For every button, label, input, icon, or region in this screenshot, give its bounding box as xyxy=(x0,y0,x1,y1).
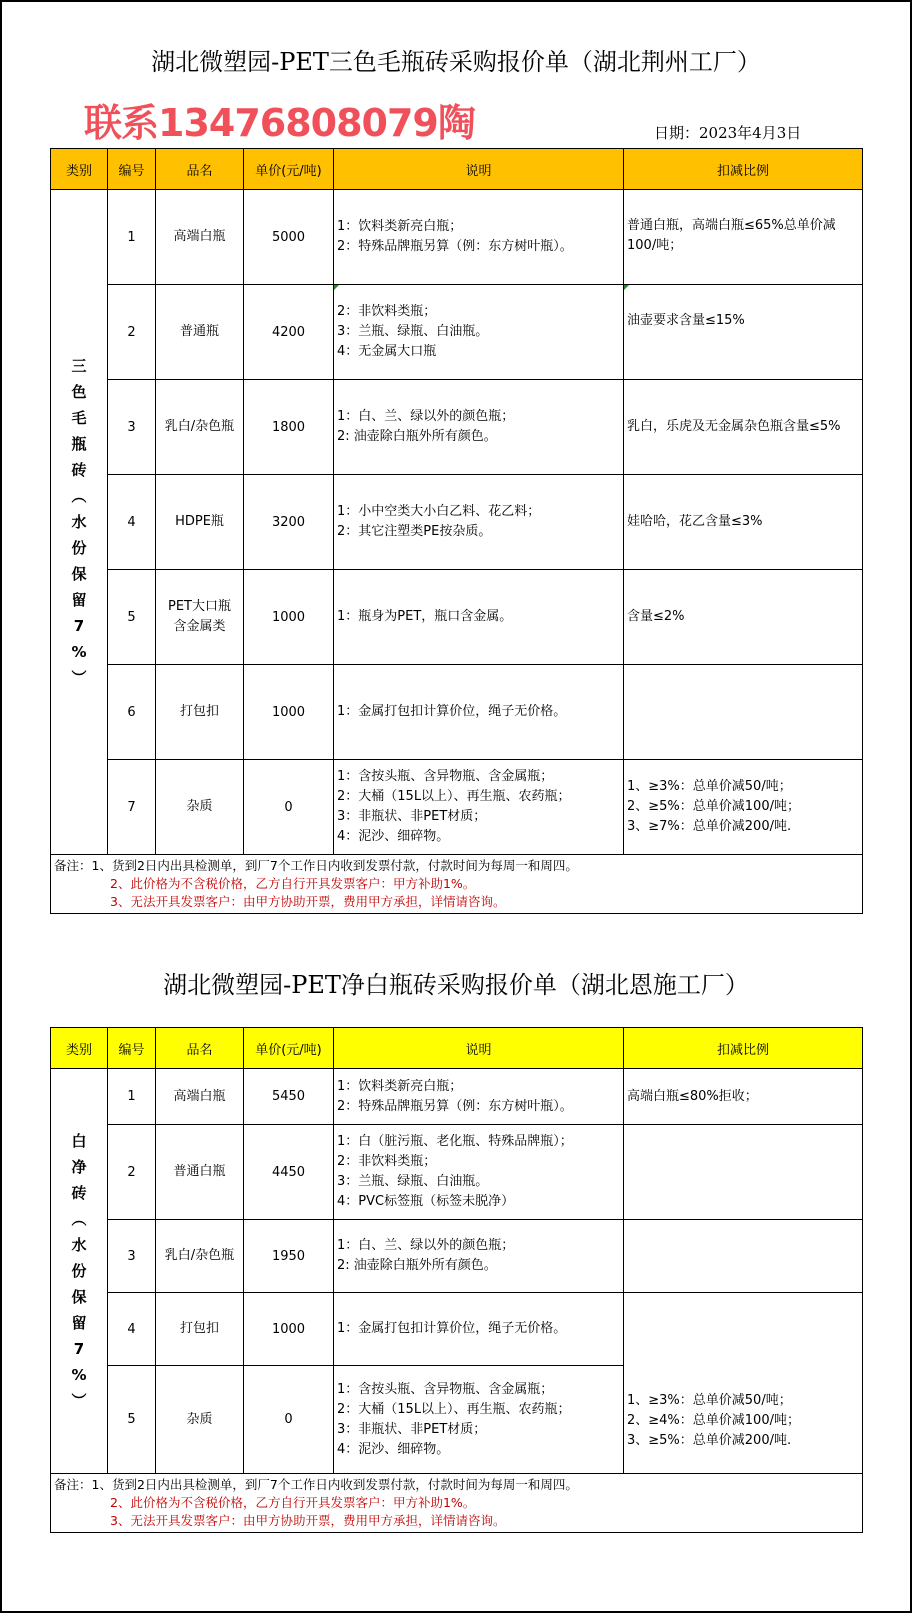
text-line: 2：特殊品牌瓶另算（例：东方树叶瓶）。 xyxy=(337,1098,573,1114)
note-3: 3、无法开具发票客户：由甲方协助开票，费用甲方承担，详情请咨询。 xyxy=(110,894,506,909)
item-price: 4450 xyxy=(244,1125,334,1220)
column-header: 类别 xyxy=(51,1028,108,1069)
category-char: % xyxy=(71,643,87,661)
text-line: 4：无金属大口瓶 xyxy=(337,344,437,359)
item-deduction xyxy=(624,1069,863,1125)
item-price: 1800 xyxy=(244,380,334,475)
category-char: 份 xyxy=(71,539,87,557)
item-name xyxy=(156,190,244,285)
column-header: 单价(元/吨) xyxy=(244,149,334,190)
text-line: 打包扣 xyxy=(179,704,219,719)
column-header: 扣减比例 xyxy=(624,1028,863,1069)
item-number: 3 xyxy=(108,1220,156,1293)
item-deduction xyxy=(624,190,863,285)
table-row xyxy=(51,760,863,855)
notes-row xyxy=(51,1474,863,1533)
text-line: 2、≥5%：总单价减100/吨； xyxy=(627,799,800,814)
note-2: 2、此价格为不含税价格，乙方自行开具发票客户：甲方补助1%。 xyxy=(110,876,476,891)
text-line: 3、≥5%：总单价减200/吨. xyxy=(627,1433,792,1448)
text-line: 1：金属打包扣计算价位，绳子无价格。 xyxy=(337,704,567,719)
table-row xyxy=(51,380,863,475)
text-line: PET大口瓶 xyxy=(168,599,231,614)
text-line: 4：泥沙、细碎物。 xyxy=(337,829,450,844)
table-row xyxy=(51,1069,863,1125)
item-number: 1 xyxy=(108,190,156,285)
item-number: 2 xyxy=(108,1125,156,1220)
contact-info: 联系13476808079陶 xyxy=(84,101,475,145)
text-line: 1：小中空类大小白乙料、花乙料； xyxy=(337,504,541,519)
item-name xyxy=(156,1069,244,1125)
text-line: 1：白（脏污瓶、老化瓶、特殊品牌瓶）； xyxy=(337,1134,573,1149)
category-char: 份 xyxy=(71,1262,87,1280)
sheet1-table xyxy=(50,148,863,914)
item-name xyxy=(156,760,244,855)
note-line-1 xyxy=(54,857,859,875)
category-char: 毛 xyxy=(71,409,87,427)
category-char: 白 xyxy=(71,1132,87,1150)
item-description xyxy=(334,760,624,855)
table-row xyxy=(51,285,863,380)
column-header: 单价(元/吨) xyxy=(244,1028,334,1069)
item-name xyxy=(156,1125,244,1220)
item-number: 2 xyxy=(108,285,156,380)
column-header: 编号 xyxy=(108,149,156,190)
table-row xyxy=(51,1293,863,1366)
text-line: 打包扣 xyxy=(179,1321,219,1336)
text-line: 3：兰瓶、绿瓶、白油瓶。 xyxy=(337,1174,489,1189)
text-line: 乳白/杂色瓶 xyxy=(164,419,235,434)
item-price: 5450 xyxy=(244,1069,334,1125)
note-line-1 xyxy=(54,1476,859,1494)
category-char: ︵ xyxy=(71,487,87,505)
item-name xyxy=(156,570,244,665)
text-line: 娃哈哈，花乙含量≤3% xyxy=(627,514,763,529)
item-price: 1000 xyxy=(244,570,334,665)
quote-date: 日期：2023年4月3日 xyxy=(654,124,802,142)
item-price: 4200 xyxy=(244,285,334,380)
item-description xyxy=(334,1366,624,1474)
item-description xyxy=(334,1293,624,1366)
item-description xyxy=(334,380,624,475)
notes-row xyxy=(51,855,863,914)
item-description xyxy=(334,1125,624,1220)
column-header: 说明 xyxy=(334,149,624,190)
item-description xyxy=(334,1220,624,1293)
item-number: 7 xyxy=(108,760,156,855)
text-line: 3、≥7%：总单价减200/吨. xyxy=(627,819,792,834)
text-line: 普通白瓶，高端白瓶≤65%总单价减100/吨； xyxy=(627,218,836,253)
item-name xyxy=(156,1366,244,1474)
sheet2-table xyxy=(50,1027,863,1533)
category-char: 色 xyxy=(71,383,87,401)
item-name xyxy=(156,380,244,475)
text-line: 高端白瓶 xyxy=(173,229,226,244)
notes-cell xyxy=(51,855,863,914)
item-name xyxy=(156,665,244,760)
text-line: 2：大桶（15L以上）、再生瓶、农药瓶； xyxy=(337,789,571,804)
note-1: 1、货到2日内出具检测单，到厂7个工作日内收到发票付款，付款时间为每周一和周四。 xyxy=(91,858,578,873)
text-line: 含金属类 xyxy=(173,619,226,634)
category-char: 砖 xyxy=(71,461,87,479)
text-line: 2：非饮料类瓶； xyxy=(337,1154,437,1169)
text-line: 杂质 xyxy=(186,1411,213,1427)
text-line: 3：非瓶状、非PET材质； xyxy=(337,809,487,824)
category-char: 水 xyxy=(71,513,87,531)
text-line: 2：其它注塑类PE按杂质。 xyxy=(337,524,492,539)
text-line: 1：瓶身为PET，瓶口含金属。 xyxy=(337,609,513,624)
category-char: 砖 xyxy=(71,1184,87,1202)
text-line: 普通瓶 xyxy=(179,324,219,339)
text-line: 1：白、兰、绿以外的颜色瓶； xyxy=(337,1238,515,1253)
table-row xyxy=(51,190,863,285)
item-deduction xyxy=(624,380,863,475)
text-line: 2：大桶（15L以上）、再生瓶、农药瓶； xyxy=(337,1401,571,1417)
item-deduction xyxy=(624,285,863,380)
text-line: 2: 油壶除白瓶外所有颜色。 xyxy=(337,1258,497,1273)
notes-label: 备注： xyxy=(54,1477,92,1492)
category-char: 留 xyxy=(71,591,87,609)
table-row xyxy=(51,475,863,570)
item-name xyxy=(156,1220,244,1293)
category-char: 7 xyxy=(73,1340,85,1358)
category-char: % xyxy=(71,1366,87,1384)
item-price: 0 xyxy=(244,1366,334,1474)
category-char: ︶ xyxy=(71,1392,87,1410)
note-2: 2、此价格为不含税价格，乙方自行开具发票客户：甲方补助1%。 xyxy=(110,1495,476,1510)
text-line: 1：白、兰、绿以外的颜色瓶； xyxy=(337,409,515,424)
text-line: 4：泥沙、细碎物。 xyxy=(337,1441,450,1457)
text-line: 1：饮料类新亮白瓶； xyxy=(337,1078,463,1094)
column-header: 品名 xyxy=(156,1028,244,1069)
category-char: ︵ xyxy=(71,1210,87,1228)
text-line: 1：含按头瓶、含异物瓶、含金属瓶； xyxy=(337,769,554,784)
category-char: 保 xyxy=(71,565,87,583)
text-line: HDPE瓶 xyxy=(175,514,224,529)
category-cell xyxy=(51,1069,108,1474)
item-name xyxy=(156,475,244,570)
item-name xyxy=(156,1293,244,1366)
category-char: ︶ xyxy=(71,669,87,687)
item-price: 1000 xyxy=(244,1293,334,1366)
category-char: 留 xyxy=(71,1314,87,1332)
category-cell xyxy=(51,190,108,855)
note-3: 3、无法开具发票客户：由甲方协助开票，费用甲方承担，详情请咨询。 xyxy=(110,1513,506,1528)
text-line: 普通白瓶 xyxy=(173,1164,226,1179)
item-deduction xyxy=(624,475,863,570)
item-price: 5000 xyxy=(244,190,334,285)
text-line: 高端白瓶≤80%拒收； xyxy=(627,1088,758,1104)
item-deduction xyxy=(624,1125,863,1220)
notes-cell xyxy=(51,1474,863,1533)
item-price: 0 xyxy=(244,760,334,855)
text-line: 乳白，乐虎及无金属杂色瓶含量≤5% xyxy=(627,419,841,434)
item-description xyxy=(334,190,624,285)
merged-deduction xyxy=(624,1293,863,1474)
item-price: 3200 xyxy=(244,475,334,570)
table-row xyxy=(51,1220,863,1293)
table-row xyxy=(51,570,863,665)
category-char: 净 xyxy=(71,1158,87,1176)
column-header: 说明 xyxy=(334,1028,624,1069)
item-name xyxy=(156,285,244,380)
text-line: 4：PVC标签瓶（标签未脱净） xyxy=(337,1194,515,1209)
text-line: 2: 油壶除白瓶外所有颜色。 xyxy=(337,429,497,444)
category-char: 瓶 xyxy=(71,435,87,453)
notes-label: 备注： xyxy=(54,858,92,873)
item-number: 6 xyxy=(108,665,156,760)
item-number: 3 xyxy=(108,380,156,475)
text-line: 2、≥4%：总单价减100/吨； xyxy=(627,1413,800,1428)
text-line: 1：金属打包扣计算价位，绳子无价格。 xyxy=(337,1321,567,1336)
text-line: 1：含按头瓶、含异物瓶、含金属瓶； xyxy=(337,1381,554,1397)
column-header: 品名 xyxy=(156,149,244,190)
column-header: 编号 xyxy=(108,1028,156,1069)
item-number: 4 xyxy=(108,1293,156,1366)
text-line: 2：非饮料类瓶； xyxy=(337,304,437,319)
text-line: 3：兰瓶、绿瓶、白油瓶。 xyxy=(337,324,489,339)
text-line: 高端白瓶 xyxy=(173,1088,226,1104)
item-number: 1 xyxy=(108,1069,156,1125)
text-line: 1、≥3%：总单价减50/吨； xyxy=(627,779,792,794)
text-line: 2：特殊品牌瓶另算（例：东方树叶瓶）。 xyxy=(337,239,573,254)
text-line: 乳白/杂色瓶 xyxy=(164,1248,235,1263)
item-number: 5 xyxy=(108,570,156,665)
text-line: 含量≤2% xyxy=(627,609,685,624)
item-description xyxy=(334,570,624,665)
column-header: 类别 xyxy=(51,149,108,190)
item-deduction xyxy=(624,570,863,665)
item-description xyxy=(334,665,624,760)
table-row xyxy=(51,665,863,760)
category-char: 三 xyxy=(71,357,87,375)
item-description xyxy=(334,285,624,380)
item-description xyxy=(334,475,624,570)
text-line: 1、≥3%：总单价减50/吨； xyxy=(627,1393,792,1408)
text-line: 1：饮料类新亮白瓶； xyxy=(337,219,463,234)
item-deduction xyxy=(624,1220,863,1293)
category-char: 保 xyxy=(71,1288,87,1306)
item-deduction xyxy=(624,665,863,760)
item-price: 1950 xyxy=(244,1220,334,1293)
text-line: 油壶要求含量≤15% xyxy=(627,313,745,328)
item-description xyxy=(334,1069,624,1125)
category-char: 水 xyxy=(71,1236,87,1254)
category-char: 7 xyxy=(73,617,85,635)
item-price: 1000 xyxy=(244,665,334,760)
item-deduction xyxy=(624,760,863,855)
item-number: 5 xyxy=(108,1366,156,1474)
text-line: 3：非瓶状、非PET材质； xyxy=(337,1421,487,1437)
sheet2-title: 湖北微塑园-PET净白瓶砖采购报价单（湖北恩施工厂） xyxy=(163,971,749,999)
item-number: 4 xyxy=(108,475,156,570)
text-line: 杂质 xyxy=(186,799,213,814)
column-header: 扣减比例 xyxy=(624,149,863,190)
table-row xyxy=(51,1125,863,1220)
sheet1-title: 湖北微塑园-PET三色毛瓶砖采购报价单（湖北荆州工厂） xyxy=(151,48,761,76)
note-1: 1、货到2日内出具检测单，到厂7个工作日内收到发票付款，付款时间为每周一和周四。 xyxy=(91,1477,578,1492)
